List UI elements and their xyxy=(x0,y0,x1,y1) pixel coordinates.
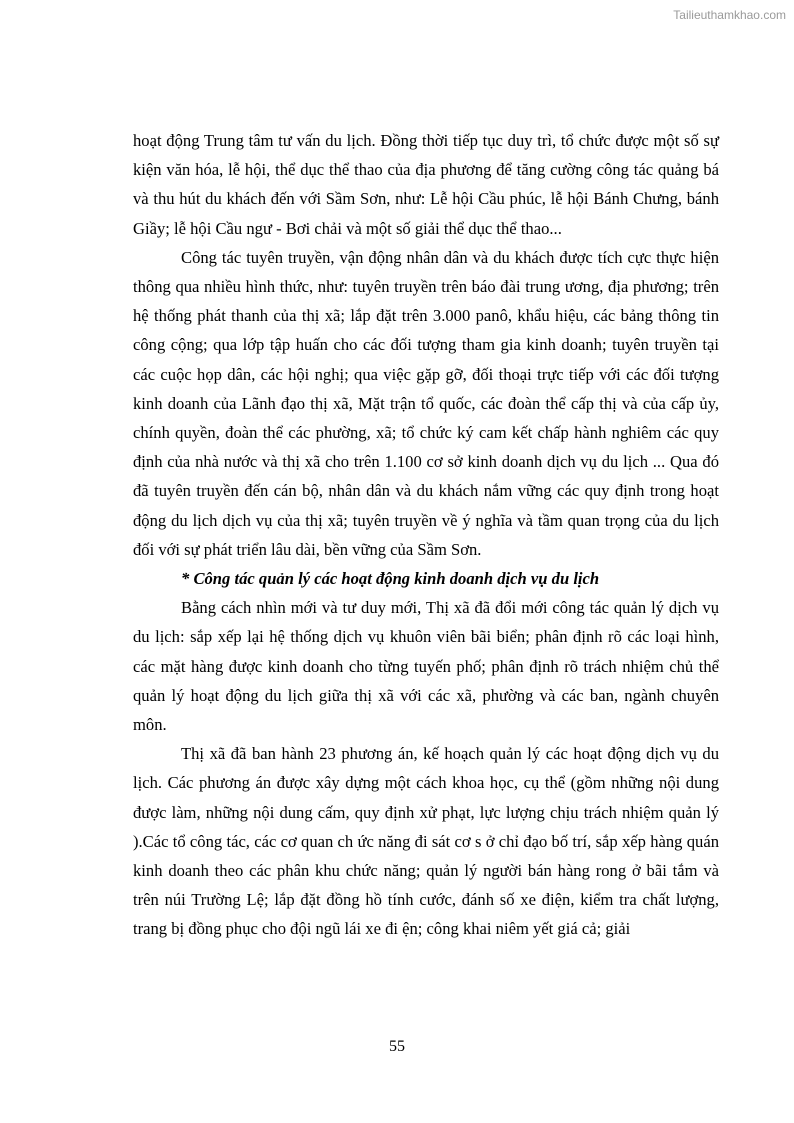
paragraph-3: Bằng cách nhìn mới và tư duy mới, Thị xã đã đổi mới công tác quản lý dịch vụ du lịch: sắp xếp lại hệ thống dịch vụ khuôn viên bãi biển; phân định rõ các loại hình, các mặt hàng được kinh doanh cho từng tuyến phố; phân định rõ trách nhiệm chủ thể quản lý hoạt động du lịch giữa thị xã với các xã, phường và các ban, ngành chuyên môn. xyxy=(133,598,719,735)
paragraph-4: Thị xã đã ban hành 23 phương án, kế hoạch quản lý các hoạt động dịch vụ du lịch. Các phương án được xây dựng một cách khoa học, cụ thể (gồm những nội dung được làm, những nội dung cấm, quy định xử phạt, lực lượng chịu trách nhiệm quản lý ).Các tổ công tác, các cơ quan ch ức năng đi sát cơ s ở chỉ đạo bố trí, sắp xếp hàng quán kinh doanh theo các phân khu chức năng; quản lý người bán hàng rong ở bãi tắm và trên núi Trường Lệ; lắp đặt đồng hồ tính cước, đánh số xe điện, kiểm tra chất lượng, trang bị đồng phục cho đội ngũ lái xe đi ện; công khai niêm yết giá cả; giải xyxy=(133,744,719,939)
watermark: Tailieuthamkhao.com xyxy=(673,8,786,22)
paragraph-2: Công tác tuyên truyền, vận động nhân dân và du khách được tích cực thực hiện thông qua nhiều hình thức, như: tuyên truyền trên báo đài trung ương, địa phương; trên hệ thống phát thanh của thị xã; lắp đặt trên 3.000 panô, khẩu hiệu, các bảng thông tin công cộng; qua lớp tập huấn cho các đối tượng tham gia kinh doanh; tuyên truyền tại các cuộc họp dân, các hội nghị; qua việc gặp gỡ, đối thoại trực tiếp với các đối tượng kinh doanh của Lãnh đạo thị xã, Mặt trận tổ quốc, các đoàn thể cấp thị và của cấp ủy, chính quyền, đoàn thể các phường, xã; tổ chức ký cam kết chấp hành nghiêm các quy định của nhà nước và thị xã cho trên 1.100 cơ sở kinh doanh dịch vụ du lịch ... Qua đó đã tuyên truyền đến cán bộ, nhân dân và du khách nắm vững các quy định trong hoạt động du lịch dịch vụ của thị xã; tuyên truyền về ý nghĩa và tầm quan trọng của du lịch đối với sự phát triển lâu dài, bền vững của Sầm Sơn. xyxy=(133,247,719,559)
page-number: 55 xyxy=(389,1038,405,1055)
section-heading: * Công tác quản lý các hoạt động kinh doanh dịch vụ du lịch xyxy=(181,569,600,589)
paragraph-1: hoạt động Trung tâm tư vấn du lịch. Đồng thời tiếp tục duy trì, tổ chức được một số sự kiện văn hóa, lễ hội, thể dục thể thao của địa phương để tăng cường công tác quảng bá và thu hút du khách đến với Sầm Sơn, như: Lễ hội Cầu phúc, lễ hội Bánh Chưng, bánh Giầy; lễ hội Cầu ngư - Bơi chải và một số giải thể dục thể thao... xyxy=(133,131,719,238)
page-body xyxy=(133,126,719,944)
